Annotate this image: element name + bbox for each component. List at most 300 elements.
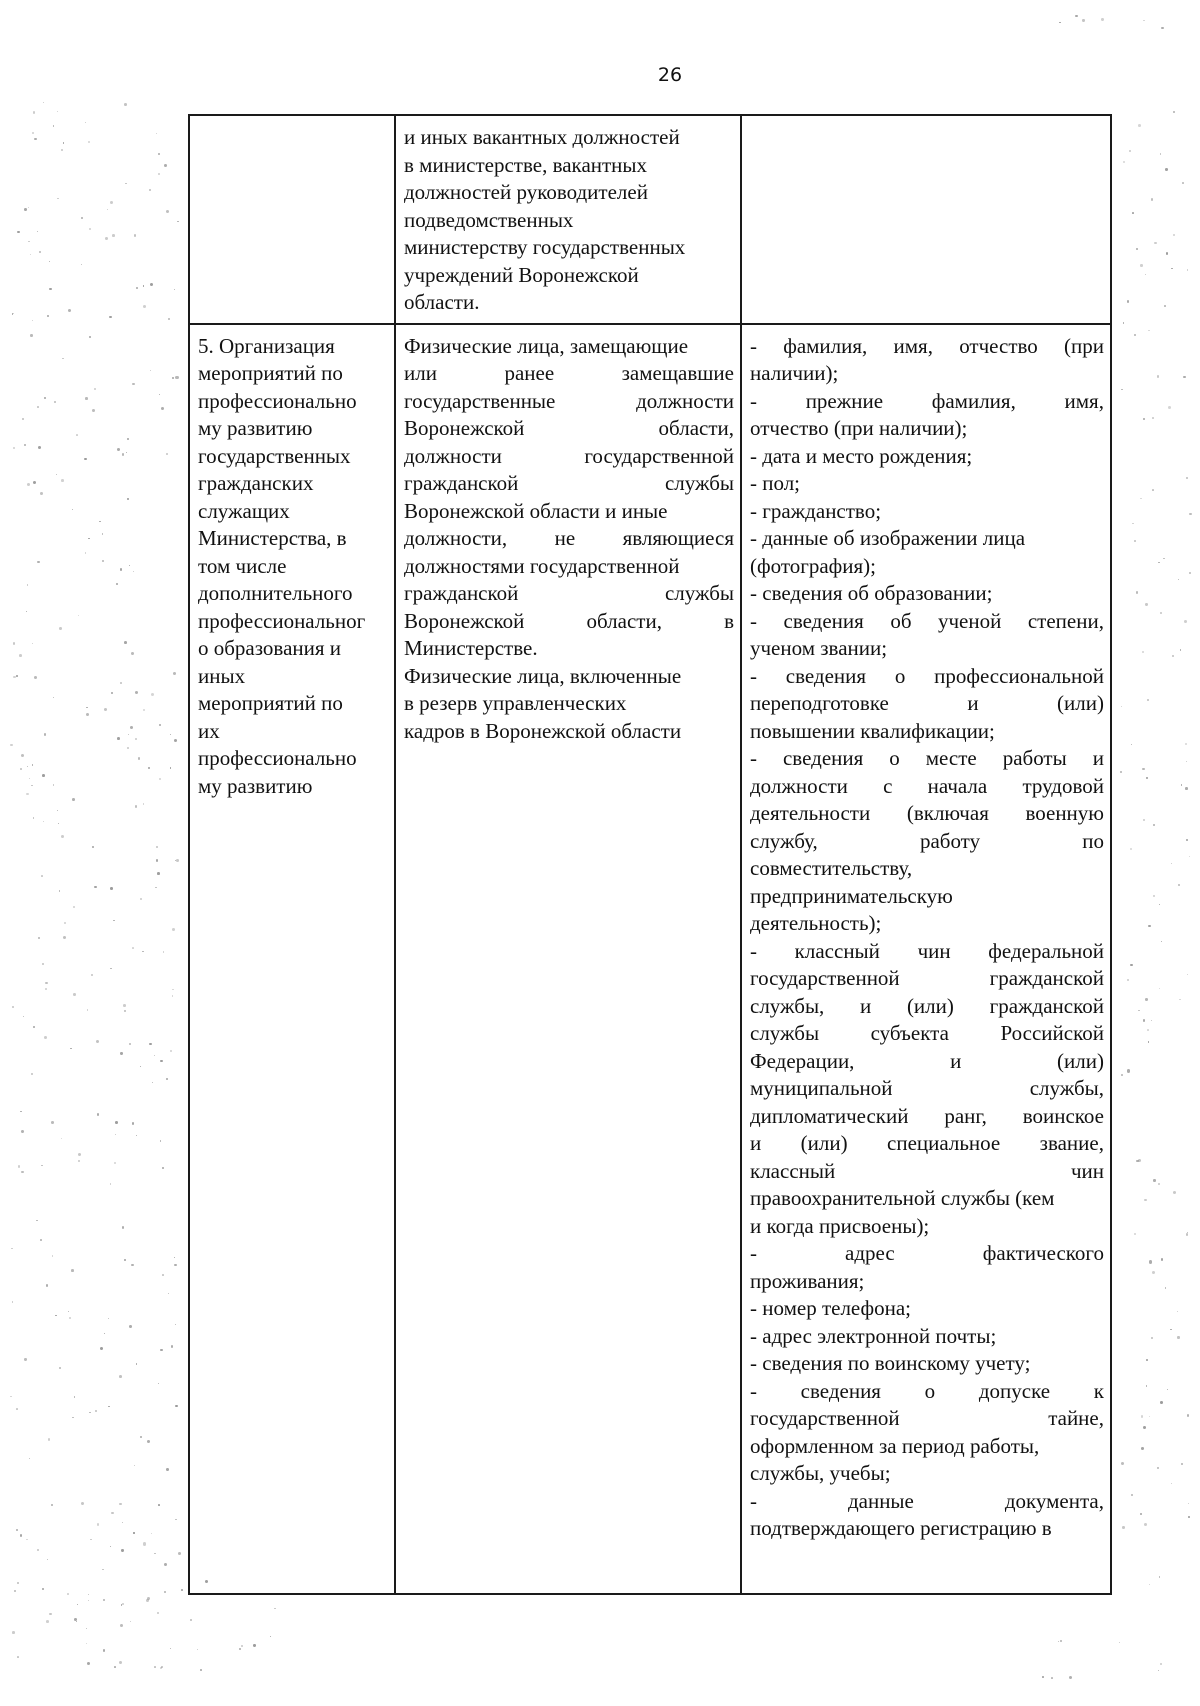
noise-speck xyxy=(150,283,153,286)
word: к xyxy=(1093,1378,1104,1403)
cell-line xyxy=(404,360,734,388)
noise-speck xyxy=(73,906,76,909)
noise-speck xyxy=(1142,651,1144,653)
noise-speck xyxy=(1143,20,1144,21)
table-row xyxy=(189,115,1111,324)
noise-speck xyxy=(132,1122,134,1124)
word: являющиеся xyxy=(622,526,734,550)
noise-speck xyxy=(172,377,174,379)
noise-speck xyxy=(177,221,179,223)
noise-speck xyxy=(13,642,16,645)
noise-speck xyxy=(1178,579,1179,580)
noise-speck xyxy=(57,111,58,112)
cell-line xyxy=(750,1130,1104,1158)
noise-speck xyxy=(1166,252,1169,255)
cell-line: о образования и xyxy=(198,636,342,660)
noise-speck xyxy=(133,1532,135,1534)
noise-speck xyxy=(174,289,175,290)
word: гражданской xyxy=(404,471,519,495)
noise-speck xyxy=(130,1621,131,1622)
noise-speck xyxy=(92,409,95,412)
noise-speck xyxy=(102,533,103,534)
noise-speck xyxy=(69,1317,71,1319)
noise-speck xyxy=(119,1375,122,1378)
noise-speck xyxy=(190,1619,192,1621)
noise-speck xyxy=(1186,477,1188,479)
noise-speck xyxy=(134,234,137,237)
cell-line: Министерстве. xyxy=(404,636,538,660)
noise-speck xyxy=(20,1111,21,1112)
noise-speck xyxy=(1186,1233,1189,1236)
noise-speck xyxy=(57,198,58,199)
cell-line xyxy=(750,1378,1104,1406)
noise-speck xyxy=(27,766,28,767)
noise-speck xyxy=(81,264,82,265)
cell-line: проживания; xyxy=(750,1268,865,1293)
noise-speck xyxy=(1121,1462,1124,1465)
word: воинское xyxy=(1022,1103,1104,1128)
cell-line: - адрес электронной почты; xyxy=(750,1323,997,1348)
noise-speck xyxy=(1136,1160,1138,1162)
word: гражданской xyxy=(404,581,519,605)
noise-speck xyxy=(154,1055,155,1056)
cell-line: совместительству, xyxy=(750,856,913,880)
cell-line: мероприятий по xyxy=(198,361,343,385)
noise-speck xyxy=(1130,848,1132,850)
word: службы xyxy=(664,471,734,495)
cell-line: службы, учебы; xyxy=(750,1461,891,1485)
noise-speck xyxy=(127,747,129,749)
word: имя, xyxy=(893,333,933,358)
noise-speck xyxy=(95,1410,97,1412)
word: государственной xyxy=(750,966,900,990)
noise-speck xyxy=(1161,1258,1164,1261)
noise-speck xyxy=(1154,242,1157,245)
noise-speck xyxy=(26,1539,27,1540)
noise-speck xyxy=(1157,1467,1158,1468)
noise-speck xyxy=(1153,895,1154,896)
noise-speck xyxy=(129,565,130,566)
noise-speck xyxy=(84,458,86,460)
cell-line: подтверждающего регистрацию в xyxy=(750,1516,1052,1540)
word: ученой xyxy=(938,608,1002,633)
noise-speck xyxy=(24,1358,26,1360)
noise-speck xyxy=(164,1591,166,1593)
noise-speck xyxy=(10,1396,11,1397)
noise-speck xyxy=(1143,1426,1146,1429)
noise-speck xyxy=(1178,884,1180,886)
noise-speck xyxy=(157,872,160,875)
noise-speck xyxy=(1059,22,1060,23)
word: службы, xyxy=(750,993,825,1018)
cell-line xyxy=(750,993,1104,1021)
noise-speck xyxy=(1173,234,1175,236)
noise-speck xyxy=(1177,1311,1178,1312)
noise-speck xyxy=(40,1239,42,1241)
noise-speck xyxy=(1151,198,1153,200)
noise-speck xyxy=(1161,27,1164,30)
noise-speck xyxy=(1129,150,1131,152)
noise-speck xyxy=(1159,988,1160,989)
noise-speck xyxy=(1153,824,1155,826)
noise-speck xyxy=(24,208,27,211)
noise-speck xyxy=(31,1073,32,1074)
noise-speck xyxy=(1123,161,1125,163)
noise-speck xyxy=(121,1549,123,1551)
noise-speck xyxy=(77,1604,78,1605)
noise-speck xyxy=(12,1006,14,1008)
noise-speck xyxy=(1167,1389,1168,1390)
noise-speck xyxy=(132,383,135,386)
word: области, xyxy=(658,416,734,440)
word: степени, xyxy=(1027,608,1104,633)
noise-speck xyxy=(68,309,71,312)
noise-speck xyxy=(1153,1179,1155,1181)
word: о xyxy=(889,746,900,770)
noise-speck xyxy=(43,102,44,103)
word: адрес xyxy=(845,1241,895,1265)
noise-speck xyxy=(31,785,33,787)
page-number: 26 xyxy=(657,64,683,86)
noise-speck xyxy=(197,1649,198,1650)
noise-speck xyxy=(59,1367,61,1369)
noise-speck xyxy=(181,1589,183,1591)
noise-speck xyxy=(140,1436,142,1438)
noise-speck xyxy=(123,1004,126,1007)
noise-speck xyxy=(1157,375,1160,378)
noise-speck xyxy=(87,1662,90,1665)
noise-speck xyxy=(1122,1526,1125,1529)
noise-speck xyxy=(34,676,37,679)
noise-speck xyxy=(88,538,90,540)
noise-speck xyxy=(1152,1271,1155,1274)
noise-speck xyxy=(52,1255,53,1256)
noise-speck xyxy=(140,1066,141,1067)
noise-speck xyxy=(125,183,126,184)
noise-speck xyxy=(1165,1287,1166,1288)
noise-speck xyxy=(78,615,79,616)
cell-line: министерству государственных xyxy=(404,235,686,259)
cell-line xyxy=(750,828,1104,856)
cell-line: кадров в Воронежской области xyxy=(404,718,682,743)
word: и xyxy=(1092,746,1104,770)
word: - xyxy=(750,333,757,358)
noise-speck xyxy=(17,1656,19,1658)
noise-speck xyxy=(99,521,100,522)
noise-speck xyxy=(154,1666,156,1668)
noise-speck xyxy=(1149,1584,1150,1585)
noise-speck xyxy=(1127,300,1130,303)
noise-speck xyxy=(32,320,33,321)
noise-speck xyxy=(1188,1516,1190,1518)
noise-speck xyxy=(54,401,56,403)
noise-speck xyxy=(162,1274,164,1276)
noise-speck xyxy=(175,1405,177,1407)
noise-speck xyxy=(1187,974,1188,975)
subjects-cell xyxy=(395,324,741,1594)
noise-speck xyxy=(170,1648,171,1649)
cell-line: и иных вакантных должностей xyxy=(404,125,680,149)
noise-speck xyxy=(172,989,174,991)
word: и xyxy=(950,1048,962,1073)
cell-line: области. xyxy=(404,290,480,314)
noise-speck xyxy=(59,890,61,892)
noise-speck xyxy=(1158,1670,1159,1671)
noise-speck xyxy=(64,922,66,924)
noise-speck xyxy=(81,1502,84,1505)
noise-speck xyxy=(116,583,118,585)
noise-speck xyxy=(97,1113,99,1115)
noise-speck xyxy=(1141,1447,1144,1450)
noise-speck xyxy=(37,561,40,564)
noise-speck xyxy=(88,1600,89,1601)
noise-speck xyxy=(1143,418,1145,420)
noise-speck xyxy=(28,207,29,208)
noise-speck xyxy=(102,1569,103,1570)
noise-speck xyxy=(110,1546,111,1547)
noise-speck xyxy=(91,974,93,976)
noise-speck xyxy=(105,237,108,240)
noise-speck xyxy=(1144,1199,1146,1201)
noise-speck xyxy=(61,1138,62,1139)
cell-line: том числе xyxy=(198,553,287,578)
noise-speck xyxy=(274,1608,275,1609)
word: - xyxy=(750,746,757,770)
cell-line: Физические лица, замещающие xyxy=(404,333,689,358)
noise-speck xyxy=(1151,1020,1152,1021)
noise-speck xyxy=(1173,1191,1176,1194)
noise-speck xyxy=(174,1257,175,1258)
noise-speck xyxy=(1136,591,1139,594)
noise-speck xyxy=(1173,111,1175,113)
noise-speck xyxy=(117,448,120,451)
noise-speck xyxy=(1146,1385,1147,1386)
cell-line: правоохранительной службы (кем xyxy=(750,1186,1055,1210)
noise-speck xyxy=(12,1301,13,1302)
noise-speck xyxy=(1186,839,1188,841)
noise-speck xyxy=(108,1318,109,1319)
noise-speck xyxy=(143,305,146,308)
noise-speck xyxy=(63,142,64,143)
noise-speck xyxy=(86,707,88,709)
noise-speck xyxy=(78,1153,81,1156)
word: государственной xyxy=(750,1406,900,1430)
word: государственной xyxy=(584,443,734,468)
noise-speck xyxy=(41,1165,43,1167)
word: сведения xyxy=(800,1378,881,1403)
noise-speck xyxy=(110,968,112,970)
noise-speck xyxy=(1148,1041,1149,1042)
noise-speck xyxy=(173,672,176,675)
cell-line: их xyxy=(198,718,220,743)
noise-speck xyxy=(94,388,96,390)
noise-speck xyxy=(166,1078,168,1080)
noise-speck xyxy=(143,1542,146,1545)
cell-line: в резерв управленческих xyxy=(404,691,627,715)
noise-speck xyxy=(253,1644,255,1646)
word: дипломатический xyxy=(750,1103,909,1128)
word: отчество xyxy=(959,333,1038,358)
noise-speck xyxy=(168,1293,170,1295)
noise-speck xyxy=(129,1325,132,1328)
noise-speck xyxy=(1188,1503,1189,1504)
word: - xyxy=(750,663,757,688)
purpose-cell xyxy=(189,115,395,324)
noise-speck xyxy=(110,201,113,204)
noise-speck xyxy=(1177,1336,1179,1338)
noise-speck xyxy=(40,492,43,495)
noise-speck xyxy=(104,1333,105,1334)
cell-line xyxy=(750,1020,1104,1048)
noise-speck xyxy=(1149,1416,1150,1417)
cell-line xyxy=(404,525,734,553)
word: допуске xyxy=(978,1378,1051,1403)
noise-speck xyxy=(46,1620,49,1623)
noise-speck xyxy=(1179,999,1180,1000)
cell-line xyxy=(750,1405,1104,1433)
cell-line xyxy=(750,388,1104,416)
noise-speck xyxy=(24,444,27,447)
noise-speck xyxy=(103,1599,105,1601)
cell-line: повышении квалификации; xyxy=(750,718,995,743)
noise-speck xyxy=(140,898,142,900)
noise-speck xyxy=(13,447,15,449)
noise-speck xyxy=(51,1121,54,1124)
noise-speck xyxy=(122,1226,124,1228)
noise-speck xyxy=(1069,1676,1072,1679)
cell-line: должностей руководителей xyxy=(404,180,648,204)
noise-speck xyxy=(110,1183,112,1185)
noise-speck xyxy=(73,993,76,996)
cell-line: - сведения об образовании; xyxy=(750,581,993,605)
noise-speck xyxy=(44,397,46,399)
word: месте xyxy=(925,746,977,770)
noise-speck xyxy=(103,1649,105,1651)
noise-speck xyxy=(115,1134,116,1135)
noise-speck xyxy=(1185,787,1188,790)
noise-speck xyxy=(29,778,30,779)
noise-speck xyxy=(1172,655,1174,657)
word: - xyxy=(750,1488,757,1513)
noise-speck xyxy=(113,920,115,922)
noise-speck xyxy=(156,133,157,134)
word: субъекта xyxy=(870,1021,949,1045)
noise-speck xyxy=(174,739,177,742)
noise-speck xyxy=(176,859,179,862)
noise-speck xyxy=(239,1648,241,1650)
noise-speck xyxy=(49,288,51,290)
noise-speck xyxy=(135,738,137,740)
cell-line: ученом звании; xyxy=(750,636,888,660)
noise-speck xyxy=(146,1599,148,1601)
noise-speck xyxy=(42,774,45,777)
noise-speck xyxy=(16,1408,18,1410)
noise-speck xyxy=(1159,1576,1160,1577)
noise-speck xyxy=(1168,406,1171,409)
noise-speck xyxy=(23,1016,24,1017)
noise-speck xyxy=(1060,1640,1062,1642)
noise-speck xyxy=(1134,540,1136,542)
cell-line xyxy=(750,1240,1104,1268)
word: звание, xyxy=(1039,1131,1104,1155)
cell-line xyxy=(404,608,734,636)
cell-line: деятельность); xyxy=(750,911,882,935)
noise-speck xyxy=(12,1631,15,1634)
word: сведения xyxy=(783,608,864,633)
noise-speck xyxy=(44,1036,47,1039)
noise-speck xyxy=(1161,941,1162,942)
noise-speck xyxy=(1121,389,1122,390)
word: и xyxy=(860,993,872,1018)
noise-speck xyxy=(166,1468,169,1471)
word: о xyxy=(924,1378,936,1403)
noise-speck xyxy=(56,474,57,475)
noise-speck xyxy=(20,1534,22,1536)
noise-speck xyxy=(1120,771,1122,773)
word: (или) xyxy=(1057,1048,1104,1073)
data-list-cell xyxy=(741,324,1111,1594)
noise-speck xyxy=(27,483,30,486)
noise-speck xyxy=(138,757,141,760)
word: деятельности xyxy=(750,801,871,825)
noise-speck xyxy=(102,560,104,562)
noise-speck xyxy=(119,1503,121,1505)
noise-speck xyxy=(1075,15,1077,17)
noise-speck xyxy=(166,453,168,455)
purpose-cell xyxy=(189,324,395,1594)
noise-speck xyxy=(41,875,43,877)
word: области, xyxy=(586,608,662,633)
noise-speck xyxy=(1145,998,1148,1001)
cell-line xyxy=(404,580,734,608)
noise-speck xyxy=(1121,706,1122,707)
noise-speck xyxy=(1171,863,1172,864)
word: классный xyxy=(794,938,880,963)
noise-speck xyxy=(1160,1663,1163,1666)
word: - xyxy=(750,1241,757,1265)
word: в xyxy=(724,608,734,633)
word: федеральной xyxy=(988,938,1104,963)
noise-speck xyxy=(71,1269,74,1272)
noise-speck xyxy=(120,1624,123,1627)
cell-line xyxy=(750,1075,1104,1103)
word: с xyxy=(883,773,893,798)
noise-speck xyxy=(157,1612,159,1614)
noise-speck xyxy=(1147,1029,1149,1031)
noise-speck xyxy=(142,951,143,952)
noise-speck xyxy=(163,951,165,953)
noise-speck xyxy=(149,1043,152,1046)
word: - xyxy=(750,388,757,413)
noise-speck xyxy=(124,1010,125,1011)
word: специальное xyxy=(887,1131,1001,1155)
noise-speck xyxy=(94,886,97,889)
noise-speck xyxy=(158,173,160,175)
cell-line xyxy=(750,1103,1104,1131)
word: Федерации, xyxy=(750,1048,855,1073)
cell-line: Физические лица, включенные xyxy=(404,663,682,688)
word: - xyxy=(750,608,757,633)
noise-speck xyxy=(1152,489,1154,491)
cell-line: - номер телефона; xyxy=(750,1296,911,1320)
word: о xyxy=(894,663,906,688)
noise-speck xyxy=(155,887,157,889)
noise-speck xyxy=(130,726,133,729)
word: сведения xyxy=(782,746,864,770)
noise-speck xyxy=(14,1590,16,1592)
noise-speck xyxy=(1131,1494,1134,1497)
noise-speck xyxy=(120,1052,122,1054)
